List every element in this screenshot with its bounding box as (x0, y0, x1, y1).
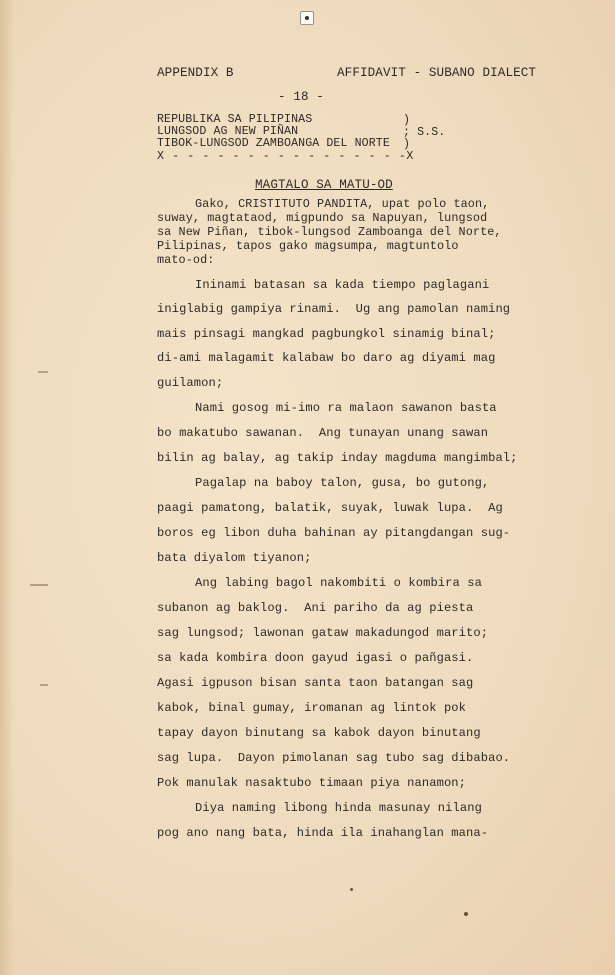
location-line-2: LUNGSOD AG NEW PIÑAN (157, 125, 299, 138)
body-line: Agasi igpuson bisan santa taon batangan sag (157, 676, 474, 690)
location-separator: X - - - - - - - - - - - - - - - -X (157, 150, 414, 163)
paper-edge-shadow (0, 0, 14, 975)
location-line-1: REPUBLIKA SA PILIPINAS (157, 113, 313, 126)
intro-line: mato-od: (157, 253, 215, 267)
header-title: AFFIDAVIT - SUBANO DIALECT (337, 66, 537, 80)
body-line: paagi pamatong, balatik, suyak, luwak lupa. Ag (157, 501, 503, 515)
location-brace-ss: ; S.S. (403, 126, 446, 139)
staple-icon (300, 11, 314, 25)
body-line: tapay dayon binutang sa kabok dayon binutang (157, 726, 481, 740)
margin-mark (38, 371, 48, 373)
margin-mark (40, 684, 48, 686)
body-line: sag lungsod; lawonan gataw makadungod marito; (157, 626, 489, 640)
intro-line: sa New Piñan, tibok-lungsod Zamboanga del Norte, (157, 225, 502, 239)
body-line: bilin ag balay, ag takip inday magduma mangimbal; (157, 451, 518, 465)
ink-spot (464, 912, 468, 916)
body-line: boros eg libon duha bahinan ay pitangdangan sug- (157, 526, 511, 540)
location-brace-1: ) (403, 114, 411, 127)
body-line: Diya naming libong hinda masunay nilang (195, 801, 482, 815)
body-line: Pok manulak nasaktubo timaan piya nanamon; (157, 776, 467, 790)
body-line: iniglabig gampiya rinami. Ug ang pamolan naming (157, 302, 511, 316)
body-line: di-ami malagamit kalabaw bo daro ag diyami mag (157, 351, 496, 365)
margin-mark (30, 584, 48, 586)
body-line: sag lupa. Dayon pimolanan sag tubo sag dibabao. (157, 751, 511, 765)
body-line: mais pinsagi mangkad pagbungkol sinamig binal; (157, 327, 496, 341)
page-number: - 18 - (278, 90, 324, 104)
intro-line: suway, magtataod, migpundo sa Napuyan, lungsod (157, 211, 488, 225)
header-appendix: APPENDIX B (157, 66, 234, 80)
body-line: kabok, binal gumay, iromanan ag lintok pok (157, 701, 467, 715)
ink-spot (350, 888, 353, 891)
body-line: pog ano nang bata, hinda ila inahanglan mana- (157, 826, 489, 840)
intro-line: Pilipinas, tapos gako magsumpa, magtuntolo (157, 239, 459, 253)
body-line: subanon ag baklog. Ani pariho da ag piesta (157, 601, 474, 615)
location-line-3: TIBOK-LUNGSOD ZAMBOANGA DEL NORTE (157, 137, 390, 150)
intro-line: Gako, CRISTITUTO PANDITA, upat polo taon, (195, 197, 490, 211)
body-line: bata diyalom tiyanon; (157, 551, 312, 565)
document-title: MAGTALO SA MATU-OD (255, 178, 393, 192)
location-brace-3: ) (403, 138, 411, 151)
body-line: Ang labing bagol nakombiti o kombira sa (195, 576, 482, 590)
body-line: sa kada kombira doon gayud igasi o pañgasi. (157, 651, 474, 665)
body-line: guilamon; (157, 376, 224, 390)
body-line: bo makatubo sawanan. Ang tunayan unang sawan (157, 426, 489, 440)
body-line: Pagalap na baboy talon, gusa, bo gutong, (195, 476, 490, 490)
body-line: Ininami batasan sa kada tiempo paglagani (195, 278, 490, 292)
body-line: Nami gosog mi-imo ra malaon sawanon basta (195, 401, 497, 415)
